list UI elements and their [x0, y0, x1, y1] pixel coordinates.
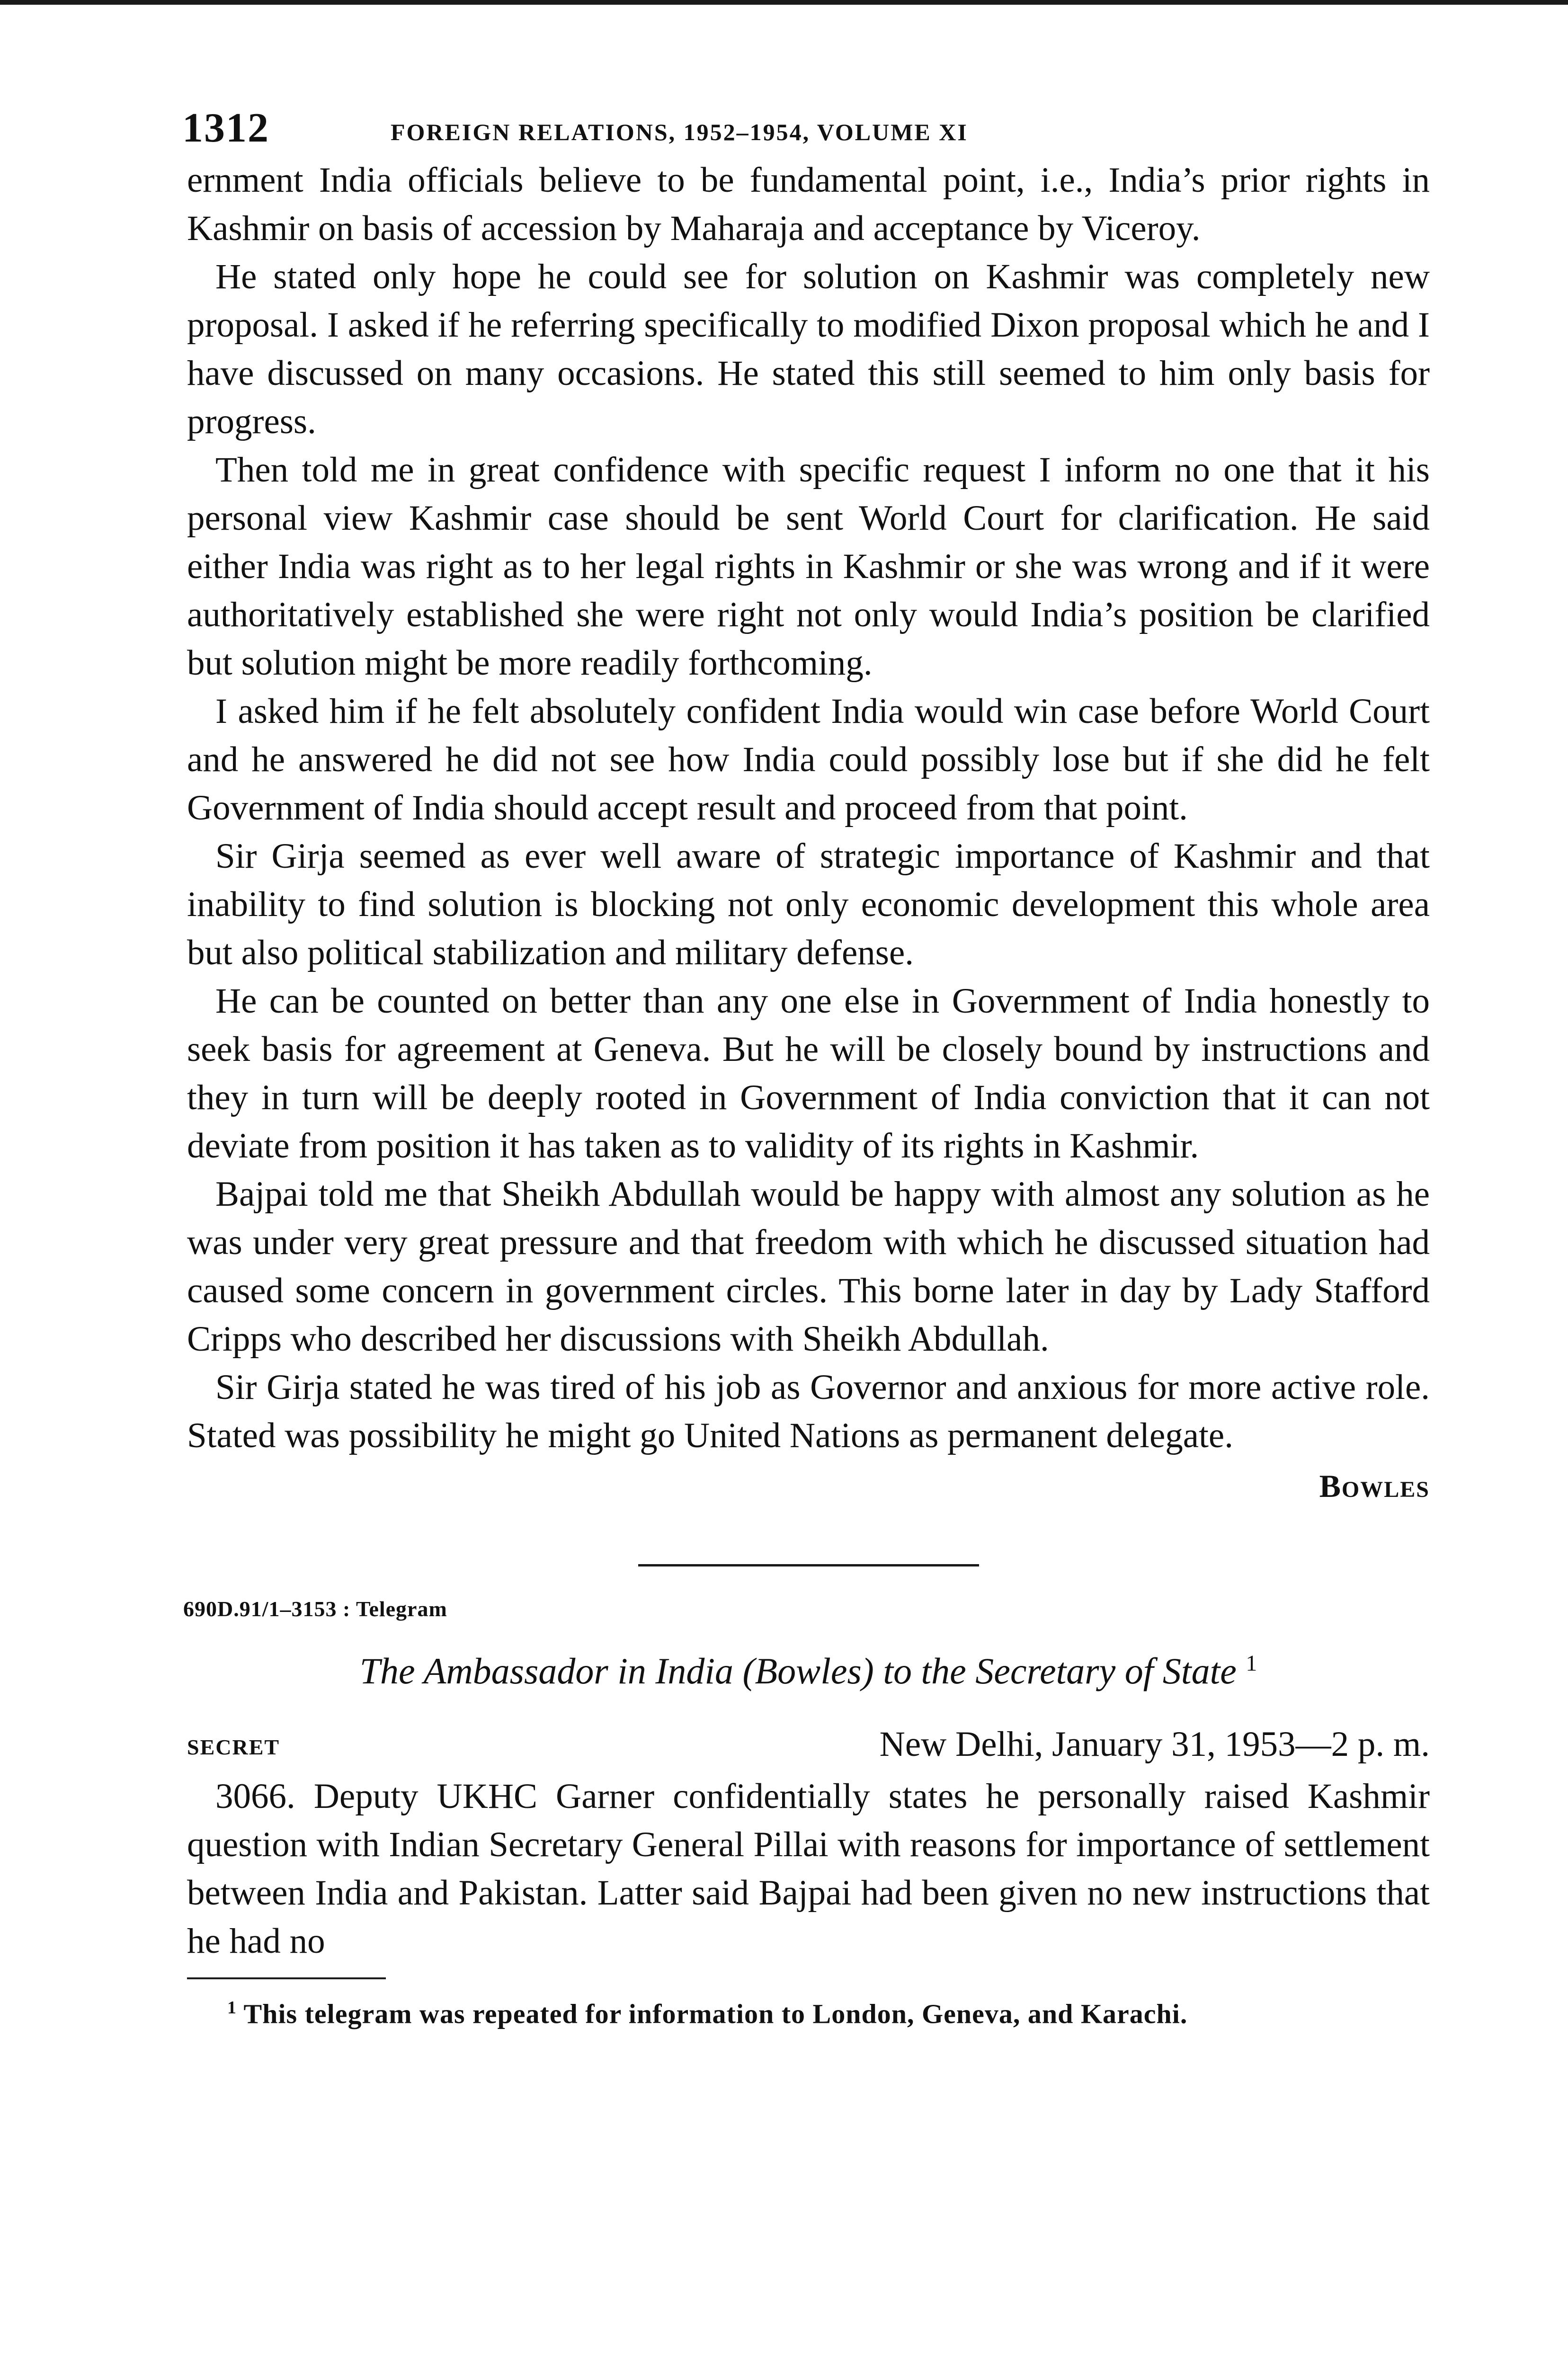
footnote-marker: 1: [1246, 1651, 1257, 1676]
body-paragraph: He stated only hope he could see for solution on Kashmir was completely new proposal. I asked if he referring specifically to modified Dixon proposal which he and I have discussed on many occasions. He stated this still seemed to him only basis for progress.: [187, 257, 1430, 441]
top-edge-rule: [0, 0, 1568, 5]
footnote-rule: [187, 1977, 386, 1979]
body-paragraph: He can be counted on better than any one else in Government of India honestly to seek basis for agreement at Geneva. But he will be closely bound by instructions and they in turn will be deeply rooted in Government of India conviction that it can not deviate from position it has taken as to validity of its rights in Kashmir.: [187, 981, 1430, 1166]
body-paragraph: Sir Girja stated he was tired of his job as Governor and anxious for more active role. Stated was possibility he might go United Nations as permanent delegate.: [187, 1368, 1430, 1455]
footnote-marker: 1: [227, 1998, 237, 2018]
body-paragraph: Then told me in great confidence with specific request I inform no one that it his personal view Kashmir case should be sent World Court for clarification. He said either India was right as to her legal rights in Kashmir or she was wrong and if it were authoritatively established she were right not only would India’s position be clarified but solution might be more readily forthcoming.: [187, 450, 1430, 683]
document-page: [182, 104, 1430, 2033]
body-paragraph: 3066. Deputy UKHC Garner confidentially states he personally raised Kashmir question with Indian Secretary General Pillai with reasons for importance of settlement between India and Pakistan. Latter said Bajpai had been given no new instructions that he had no: [187, 1777, 1430, 1961]
running-head: [182, 104, 1430, 156]
footnote: [187, 1989, 1430, 2033]
body-paragraph: ernment India officials believe to be fundamental point, i.e., India’s prior rights in Kashmir on basis of accession by Maharaja and acceptance by Viceroy.: [187, 160, 1430, 248]
body-paragraph: Bajpai told me that Sheikh Abdullah would be happy with almost any solution as he was under very great pressure and that freedom with which he discussed situation had caused some concern in government circles. This borne later in day by Lady Stafford Cripps who described her discussions with Sheikh Abdullah.: [187, 1175, 1430, 1359]
second-document: [183, 1593, 1430, 1966]
document-title-text: The Ambassador in India (Bowles) to the Secretary of State: [359, 1650, 1237, 1691]
signature: Bowles: [1319, 1468, 1430, 1504]
body-paragraph: I asked him if he felt absolutely confident India would win case before World Court and he answered he did not see how India could possibly lose but if she did he felt Government of India should accept result and proceed from that point.: [187, 692, 1430, 828]
section-divider: [638, 1564, 979, 1566]
document-title: [187, 1640, 1430, 1691]
file-reference: 690D.91/1–3153 : Telegram: [183, 1597, 447, 1621]
document-header-line: [187, 1720, 1430, 1770]
running-title: FOREIGN RELATIONS, 1952–1954, VOLUME XI: [391, 119, 968, 145]
first-document-body: [187, 156, 1430, 1512]
footnote-text: This telegram was repeated for information to London, Geneva, and Karachi.: [243, 1998, 1188, 2029]
classification-label: SECRET: [187, 1735, 280, 1759]
dateline: New Delhi, January 31, 1953—2 p. m.: [879, 1725, 1430, 1764]
body-paragraph: Sir Girja seemed as ever well aware of strategic importance of Kashmir and that inability to find solution is blocking not only economic development this whole area but also political stabilization and military defense.: [187, 836, 1430, 972]
page-number: 1312: [182, 105, 269, 151]
